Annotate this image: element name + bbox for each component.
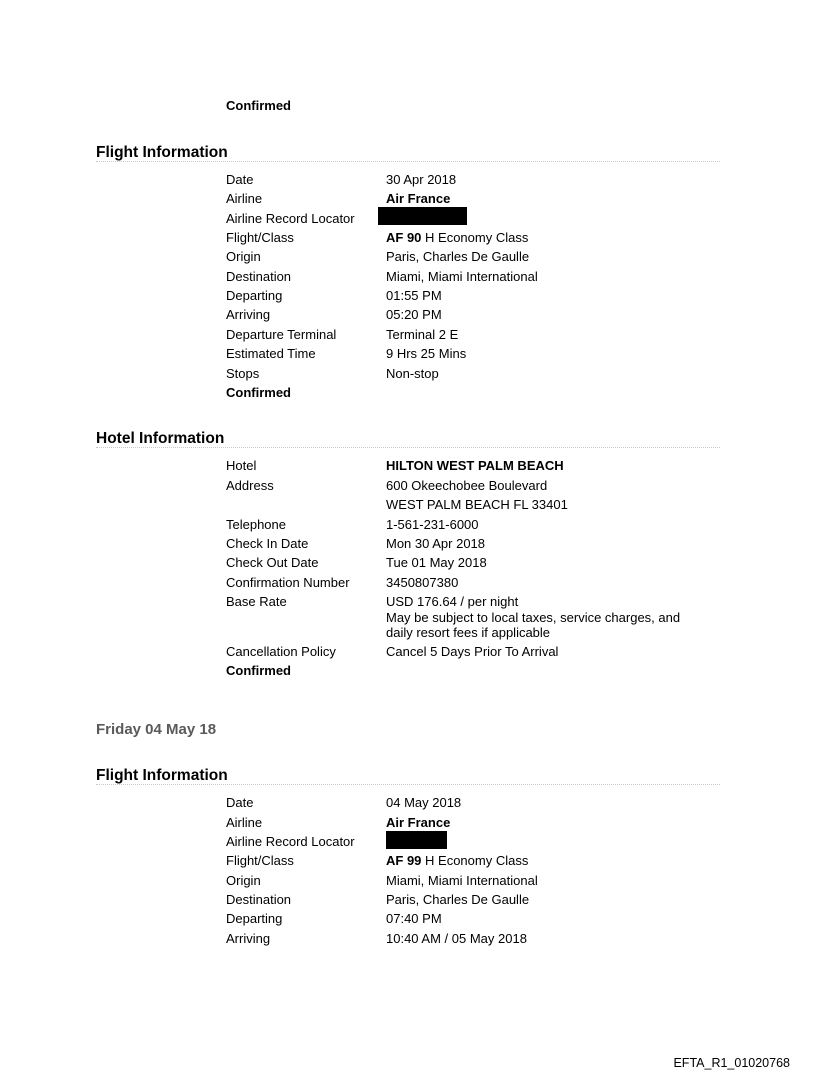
address-line-2: WEST PALM BEACH FL 33401 xyxy=(386,497,568,512)
flight-date: 04 May 2018 xyxy=(386,795,462,810)
section-divider xyxy=(96,161,720,162)
hotel-information-heading: Hotel Information xyxy=(96,430,225,447)
record-locator-label: Airline Record Locator xyxy=(226,834,355,849)
terminal-value: Terminal 2 E xyxy=(386,327,459,342)
arriving-label: Arriving xyxy=(226,931,271,946)
document-id: EFTA_R1_01020768 xyxy=(673,1056,790,1070)
flight-date: 30 Apr 2018 xyxy=(386,172,457,187)
telephone-label: Telephone xyxy=(226,517,286,532)
hotel-label: Hotel xyxy=(226,458,257,473)
flight-status: Confirmed xyxy=(226,385,291,400)
rate-note-line-2: daily resort fees if applicable xyxy=(386,625,551,640)
departing-value: 01:55 PM xyxy=(386,288,442,303)
check-out-value: Tue 01 May 2018 xyxy=(386,555,487,570)
day-header: Friday 04 May 18 xyxy=(96,721,217,738)
base-rate-label: Base Rate xyxy=(226,594,287,609)
confirmation-number-label: Confirmation Number xyxy=(226,575,350,590)
arriving-label: Arriving xyxy=(226,307,271,322)
arriving-value: 10:40 AM / 05 May 2018 xyxy=(386,931,527,946)
flight-class xyxy=(386,230,716,245)
flight-class-label: Flight/Class xyxy=(226,230,294,245)
check-out-label: Check Out Date xyxy=(226,555,319,570)
airline-label: Airline xyxy=(226,191,263,206)
date-label: Date xyxy=(226,795,254,810)
address-label: Address xyxy=(226,478,274,493)
cancellation-policy-label: Cancellation Policy xyxy=(226,644,336,659)
stops-value: Non-stop xyxy=(386,366,439,381)
airline-label: Airline xyxy=(226,815,263,830)
origin-value: Miami, Miami International xyxy=(386,873,538,888)
booking-status: Confirmed xyxy=(226,98,291,113)
stops-label: Stops xyxy=(226,366,260,381)
origin-label: Origin xyxy=(226,873,261,888)
destination-value: Paris, Charles De Gaulle xyxy=(386,892,530,907)
flight-information-heading: Flight Information xyxy=(96,144,228,161)
destination-value: Miami, Miami International xyxy=(386,269,538,284)
redacted-record-locator xyxy=(378,207,467,225)
origin-label: Origin xyxy=(226,249,261,264)
departing-value: 07:40 PM xyxy=(386,911,442,926)
redacted-record-locator xyxy=(386,831,447,849)
hotel-status: Confirmed xyxy=(226,663,291,678)
check-in-label: Check In Date xyxy=(226,536,309,551)
date-label: Date xyxy=(226,172,254,187)
base-rate-value: USD 176.64 / per night xyxy=(386,594,519,609)
departure-terminal-label: Departure Terminal xyxy=(226,327,337,342)
section-divider xyxy=(96,784,720,785)
estimated-time-label: Estimated Time xyxy=(226,346,316,361)
flight-class xyxy=(386,853,716,868)
rate-note-line-1: May be subject to local taxes, service charges, and xyxy=(386,610,681,625)
departing-label: Departing xyxy=(226,911,283,926)
flight-number: AF 90 xyxy=(386,230,422,245)
confirmation-number-value: 3450807380 xyxy=(386,575,459,590)
flight-class-label: Flight/Class xyxy=(226,853,294,868)
arriving-value: 05:20 PM xyxy=(386,307,442,322)
record-locator-label: Airline Record Locator xyxy=(226,211,355,226)
hotel-name: HILTON WEST PALM BEACH xyxy=(386,458,564,473)
check-in-value: Mon 30 Apr 2018 xyxy=(386,536,486,551)
departing-label: Departing xyxy=(226,288,283,303)
estimated-time-value: 9 Hrs 25 Mins xyxy=(386,346,467,361)
airline-name: Air France xyxy=(386,815,451,830)
class-name: H Economy Class xyxy=(421,230,529,245)
class-name: H Economy Class xyxy=(421,853,529,868)
destination-label: Destination xyxy=(226,892,292,907)
flight-information-heading: Flight Information xyxy=(96,767,228,784)
airline-name: Air France xyxy=(386,191,451,206)
telephone-value: 1-561-231-6000 xyxy=(386,517,479,532)
cancellation-policy-value: Cancel 5 Days Prior To Arrival xyxy=(386,644,559,659)
origin-value: Paris, Charles De Gaulle xyxy=(386,249,530,264)
flight-number: AF 99 xyxy=(386,853,422,868)
destination-label: Destination xyxy=(226,269,292,284)
section-divider xyxy=(96,447,720,448)
address-line-1: 600 Okeechobee Boulevard xyxy=(386,478,548,493)
